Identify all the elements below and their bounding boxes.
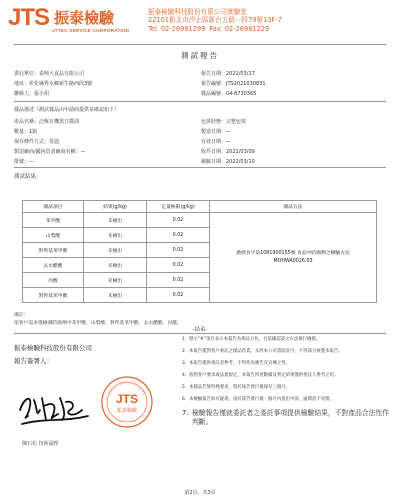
result-cell: 未檢出: [84, 228, 147, 243]
sample-divider: [14, 167, 386, 168]
client-divider: [14, 101, 386, 102]
svg-text:振泰檢驗: 振泰檢驗: [116, 408, 138, 414]
lab-block: [14, 342, 92, 368]
result-cell: 未檢出: [84, 213, 147, 228]
signer-name: 陳石松 技術副理: [22, 441, 59, 447]
remark-text: 本報告僅供委託者參考，不得作為廣告及宣傳之用。: [189, 361, 290, 366]
end-marker: -結束-: [192, 327, 208, 333]
report-number: 報告編號：JTS2021030831: [201, 81, 266, 87]
company-tel: Tel. 02-26981299: [148, 24, 206, 33]
result-cell: 未檢出: [84, 258, 147, 273]
test-item-cell: 對羥基苯甲酸: [23, 243, 84, 258]
package-status: 包裝狀態：完整包裝: [201, 119, 247, 125]
header-divider: [14, 44, 386, 45]
logo-jts-text: JTS: [8, 4, 50, 31]
company-seal-image: [100, 375, 154, 429]
received-date: 收件日期：2021/03/09: [201, 149, 255, 155]
loq-cell: 0.02: [147, 213, 210, 228]
test-date: 檢驗日期：2021/03/10: [201, 159, 255, 165]
test-item-cell: 去水醋酸: [23, 258, 84, 273]
loq-cell: 0.02: [147, 273, 210, 288]
remark-number: 3.: [182, 361, 187, 366]
batch-number: 批號：—: [14, 159, 35, 165]
remark-item-emphasis: [182, 409, 392, 427]
applicant-address: 地址：彰化縣秀水鄉新生路西段3號: [14, 81, 93, 87]
logo-en-text: JTTEC SERVICE CORPORATION: [52, 28, 130, 33]
remark-text: 本樣品若無特殊要求，將於報告發行後保存三個月。: [189, 385, 290, 390]
test-item-cell: 對羥基苯甲酸: [23, 288, 84, 303]
loq-cell: 0.02: [147, 288, 210, 303]
remark-text: 檢驗報告僅就委託者之委託事項提供檢驗結果，不對產品合法性作判斷。: [192, 409, 390, 426]
table-header-row: [23, 201, 377, 213]
company-fax: Fax. 02-26981229: [209, 24, 270, 33]
remark-number: 6.: [182, 397, 187, 402]
notes-label: 備註：: [14, 313, 29, 318]
remark-item: [182, 337, 392, 343]
loq-cell: 0.02: [147, 243, 210, 258]
logo-zh-text: 振泰檢驗: [54, 9, 115, 27]
method-cell: 衛授食字第1081900155號 食品中防腐劑之檢驗方法 MOHWA0026.03: [210, 213, 377, 303]
results-table: [22, 200, 377, 303]
applicant: 委託單位：泰興大食品有限公司: [14, 71, 85, 77]
page-footer: 第2頁，共3頁: [184, 490, 216, 496]
header-test-item: 測試項目: [23, 201, 84, 213]
header-result: 結果(g/kg): [84, 201, 147, 213]
result-cell: 未檢出: [84, 288, 147, 303]
result-cell: 未檢出: [84, 243, 147, 258]
loq-cell: 0.02: [147, 258, 210, 273]
test-item-cell: 苯甲酸: [23, 213, 84, 228]
remark-text: 本檢驗報告如有疑義，請於報告發行後一個月內提出申訴，逾期恕不受理。: [189, 397, 334, 402]
manufacture-date: 製造日期：—: [201, 129, 232, 135]
report-title: 測試報告: [181, 51, 219, 60]
contact-person: 聯絡人：張小姐: [14, 91, 50, 97]
remark-number: 1.: [182, 337, 187, 342]
test-item-cell: 丙酸: [23, 273, 84, 288]
notes-text: 依客戶需求僅檢測防腐劑中苯甲酸、山梨酸、對羥基苯甲酸、去水醋酸、丙酸。: [14, 320, 182, 326]
sample-number: 樣品編號：04-8730365: [201, 91, 257, 97]
results-heading: 測試結果：: [14, 174, 42, 180]
remark-number: 4.: [182, 373, 187, 378]
expiry-date: 有效日期：—: [201, 139, 232, 145]
signature-image: [14, 380, 94, 430]
remark-number: 5.: [182, 385, 187, 390]
remark-number: 2.: [182, 349, 187, 354]
company-address: 22101新北市汐止區新台五路一段79號13F-7: [148, 16, 282, 25]
remark-text: 標示“#”項目表示本報告為委託分包，且依據認證之方法執行檢測。: [189, 337, 321, 342]
company-phone: [148, 25, 282, 33]
remark-number: 7.: [182, 409, 189, 417]
end-divider: [14, 333, 386, 334]
sample-quantity: 數量：1瓶: [14, 129, 38, 135]
header-loq: 定量極限(g/kg): [147, 201, 210, 213]
remark-text: 依照客戶要求或法規規定，本報告所述數據及判定結果僅供委託人參考之用。: [189, 373, 339, 378]
remarks-list: [182, 337, 392, 433]
remark-item: [182, 397, 392, 403]
table-row: [23, 213, 377, 228]
header-method: 測試方法: [210, 201, 377, 213]
product-name: 產品名稱：泛啄有機黑豆醬油: [14, 119, 80, 125]
company-info: [148, 8, 282, 33]
report-header: [8, 6, 392, 42]
remark-item: [182, 349, 392, 355]
company-name: 振泰檢驗科技股份有限公司實驗室: [148, 8, 247, 16]
loq-cell: 0.02: [147, 228, 210, 243]
report-date: 報告日期：2021/03/17: [201, 71, 255, 77]
remark-text: 本報告僅對客戶委託之樣品負責，未經本公司書面許可，不得部分複製本報告。: [189, 349, 343, 354]
svg-text:JTS: JTS: [115, 392, 139, 406]
remark-item: [182, 373, 392, 379]
remark-item: [182, 385, 392, 391]
storage-condition: 保存條件方式：常溫: [14, 139, 60, 145]
lab-name: 振泰檢驗科技股份有限公司: [14, 344, 92, 352]
remark-item: [182, 361, 392, 367]
company-logo: [8, 6, 140, 42]
sample-description-note: 樣品描述（測試樣品由申請商提供並確認如下）: [14, 107, 120, 113]
signer-title: 報告簽署人：: [14, 357, 53, 365]
test-item-cell: 山梨酸: [23, 228, 84, 243]
result-cell: 未檢出: [84, 273, 147, 288]
manufacturer: 製造廠商/國內負責廠商名稱：—: [14, 149, 86, 155]
